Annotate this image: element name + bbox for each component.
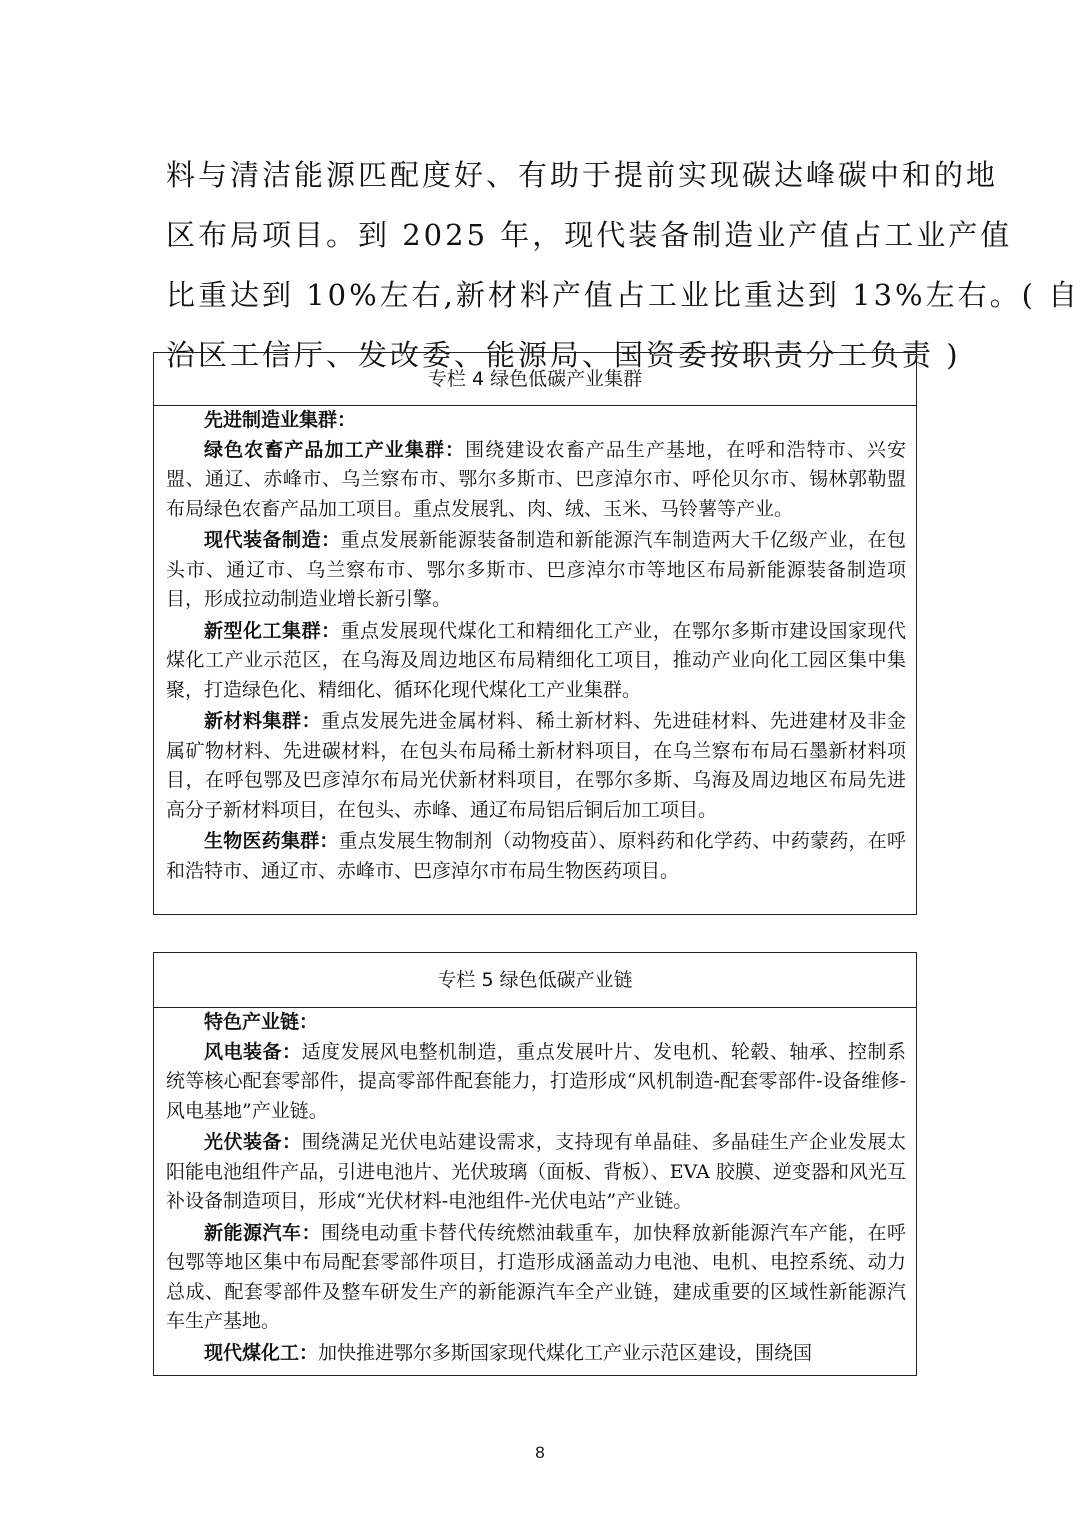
intro-line: 比重达到 10%左右,新材料产值占工业比重达到 13%左右。( 自 (166, 278, 1080, 312)
box5-item-term: 风电装备： (204, 1040, 302, 1063)
box4-title: 专栏 4 绿色低碳产业集群 (154, 353, 916, 406)
box4-table (153, 352, 917, 915)
intro-line: 治区工信厅、发改委、能源局、国资委按职责分工负责 ) (166, 338, 961, 372)
box5-item (166, 1339, 906, 1369)
box4-item-term: 绿色农畜产品加工产业集群： (204, 438, 466, 461)
intro-line: 料与清洁能源匹配度好、有助于提前实现碳达峰碳中和的地 (166, 158, 999, 192)
box4-item-text: 重点发展生物制剂（动物疫苗）、原料药和化学药、中药蒙药，在呼和浩特市、通辽市、赤峰市、巴彦淖尔市布局生物医药项目。 (166, 830, 906, 882)
box5-item-term: 光伏装备： (204, 1131, 302, 1153)
box5-item-text: 加快推进鄂尔多斯国家现代煤化工产业示范区建设，围绕国 (318, 1341, 813, 1364)
box5-item (166, 1219, 906, 1337)
box5-item-text: 适度发展风电整机制造，重点发展叶片、发电机、轮毂、轴承、控制系统等核心配套零部件，提高零部件配套能力，打造形成“风机制造-配套零部件-设备维修-风电基地”产业链。 (166, 1040, 906, 1122)
box4-item-term: 现代装备制造： (204, 529, 341, 551)
box4-section-heading: 先进制造业集群： (204, 409, 357, 431)
page-number: 8 (535, 1443, 545, 1462)
box4-body (154, 406, 916, 892)
box4-item (166, 617, 906, 706)
box4-item-text: 围绕建设农畜产品生产基地，在呼和浩特市、兴安盟、通辽、赤峰市、乌兰察布市、鄂尔多斯市、巴彦淖尔市、呼伦贝尔市、锡林郭勒盟布局绿色农畜产品加工项目。重点发展乳、肉、绒、玉米、马铃薯等产业。 (166, 438, 906, 520)
box4-item (166, 707, 906, 825)
box4-item-term: 新材料集群： (204, 710, 322, 732)
intro-paragraph (166, 145, 1080, 385)
box4-item-text: 重点发展先进金属材料、稀土新材料、先进硅材料、先进建材及非金属矿物材料、先进碳材料，在包头布局稀土新材料项目，在乌兰察布布局石墨新材料项目，在呼包鄂及巴彦淖尔布局光伏新材料项目，在鄂尔多斯、乌海及周边地区布局先进高分子新材料项目，在包头、赤峰、通辽布局铝后铜后加工项目。 (166, 710, 906, 821)
box5-item (166, 1038, 906, 1127)
intro-line: 区布局项目。到 2025 年，现代装备制造业产值占工业产值 (166, 218, 1013, 252)
box4-item-term: 新型化工集群： (204, 619, 341, 642)
box4-item (166, 827, 906, 886)
box5-title: 专栏 5 绿色低碳产业链 (154, 953, 916, 1008)
box4-item-term: 生物医药集群： (204, 830, 339, 852)
box4-item (166, 436, 906, 525)
box5-item (166, 1128, 906, 1217)
box5-table (153, 952, 917, 1376)
box5-item-text: 围绕满足光伏电站建设需求，支持现有单晶硅、多晶硅生产企业发展太阳能电池组件产品，引进电池片、光伏玻璃（面板、背板）、EVA 胶膜、逆变器和风光互补设备制造项目，形成“光伏材料-电池组件-光伏电站”产业链。 (166, 1131, 906, 1212)
box4-item-text: 重点发展新能源装备制造和新能源汽车制造两大千亿级产业，在包头市、通辽市、乌兰察布市、鄂尔多斯市、巴彦淖尔市等地区布局新能源装备制造项目，形成拉动制造业增长新引擎。 (166, 529, 906, 610)
box5-item-term: 新能源汽车： (204, 1221, 322, 1244)
box5-section-heading: 特色产业链： (204, 1011, 319, 1033)
box4-item (166, 526, 906, 615)
box5-item-term: 现代煤化工： (204, 1341, 319, 1364)
box5-body (154, 1008, 916, 1374)
box5-item-text: 围绕电动重卡替代传统燃油载重车，加快释放新能源汽车产能，在呼包鄂等地区集中布局配套零部件项目，打造形成涵盖动力电池、电机、电控系统、动力总成、配套零部件及整车研发生产的新能源汽车全产业链，建成重要的区域性新能源汽车生产基地。 (166, 1221, 906, 1332)
box4-item-text: 重点发展现代煤化工和精细化工产业，在鄂尔多斯市建设国家现代煤化工产业示范区，在乌海及周边地区布局精细化工项目，推动产业向化工园区集中集聚，打造绿色化、精细化、循环化现代煤化工产业集群。 (166, 619, 906, 701)
